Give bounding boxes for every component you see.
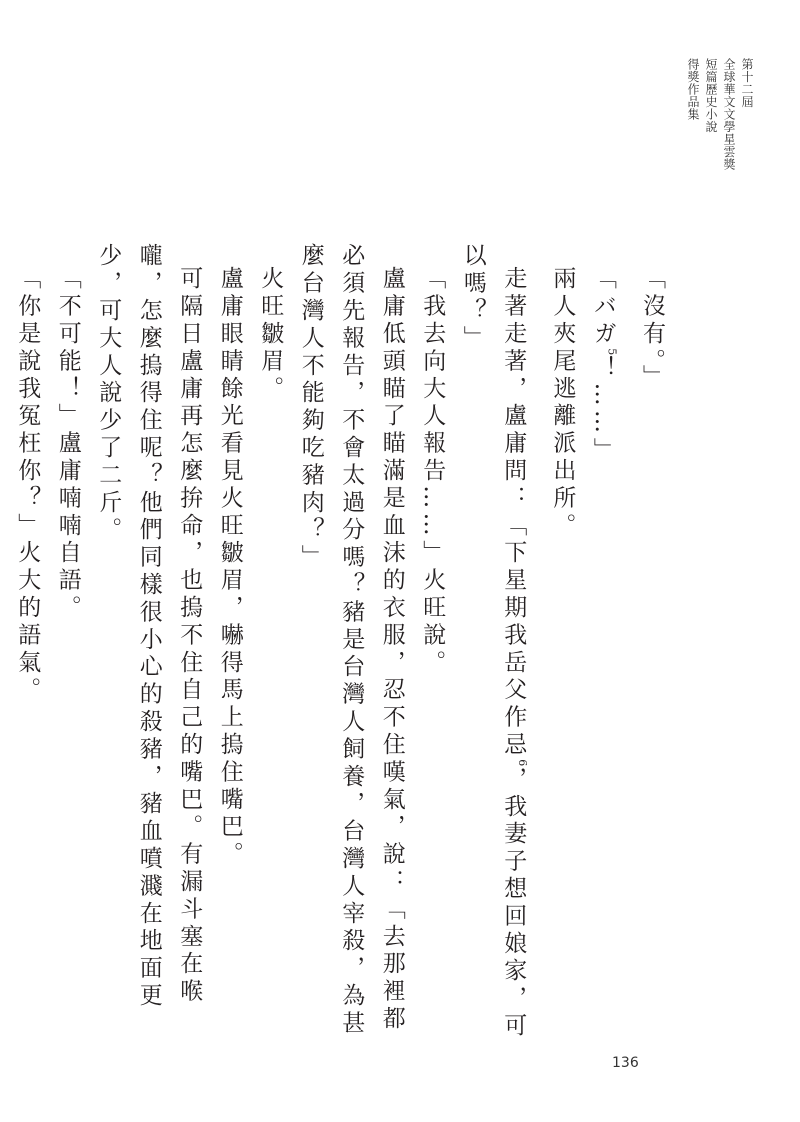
paragraph-text: 可隔日盧庸再怎麼拚命，也摀不住自己的嘴巴。有漏斗塞在喉嚨，怎麼摀得住呢？他們同樣很小心的殺豬，豬血噴濺在地面更少，可大人說少了二斤。 <box>95 243 203 1011</box>
paragraph <box>412 243 453 1043</box>
paragraph <box>582 243 631 1043</box>
page-number: 136 <box>612 1055 639 1071</box>
paragraph-text: 「你是說我冤枉你？」火大的語氣。 <box>14 266 41 705</box>
paragraph-text: ！……」 <box>589 355 616 465</box>
paragraph-text: 走著走著，盧庸問：「下星期我岳父作忌 <box>500 266 527 760</box>
paragraph-text: 盧庸低頭瞄了瞄滿是血沫的衣服，忍不住嘆氣，說：「去那裡都必須先報告，不會太過分嗎？豬是台灣人飼養，台灣人宰殺，為甚麼台灣人不能夠吃豬肉？」 <box>297 243 405 1038</box>
paragraph <box>632 243 673 1043</box>
paragraph <box>542 243 583 1043</box>
paragraph <box>209 243 250 1043</box>
footnote-marker: 6 <box>515 759 529 767</box>
paragraph-text: 盧庸眼睛餘光看見火旺皺眉，嚇得馬上摀住嘴巴。 <box>216 266 243 869</box>
paragraph-text: 「沒有。」 <box>639 266 665 392</box>
paragraph-text: 「バガ <box>589 266 616 349</box>
paragraph <box>452 243 542 1043</box>
header-line: 全球華文文學星雲獎 <box>722 58 736 171</box>
paragraph-text: 兩人夾尾逃離派出所。 <box>549 266 576 540</box>
paragraph <box>290 243 412 1043</box>
paragraph-text: 火旺皺眉。 <box>257 266 284 403</box>
paragraph <box>7 243 48 1043</box>
paragraph <box>47 243 88 1043</box>
header-line: 第十二屆 <box>740 58 754 108</box>
footnote-marker: 5 <box>605 348 619 356</box>
header-line: 得獎作品集 <box>686 58 700 121</box>
paragraph-text: 「不可能！」盧庸喃喃自語。 <box>54 266 81 623</box>
header-line: 短篇歷史小說 <box>704 58 718 133</box>
running-header <box>684 58 756 258</box>
paragraph <box>88 243 210 1043</box>
story-text <box>7 243 672 1043</box>
paragraph-text: 「我去向大人報告……」火旺說。 <box>419 266 446 677</box>
paragraph <box>250 243 291 1043</box>
paragraph-text: ，我妻子想回娘家，可以嗎？」 <box>459 243 527 1041</box>
